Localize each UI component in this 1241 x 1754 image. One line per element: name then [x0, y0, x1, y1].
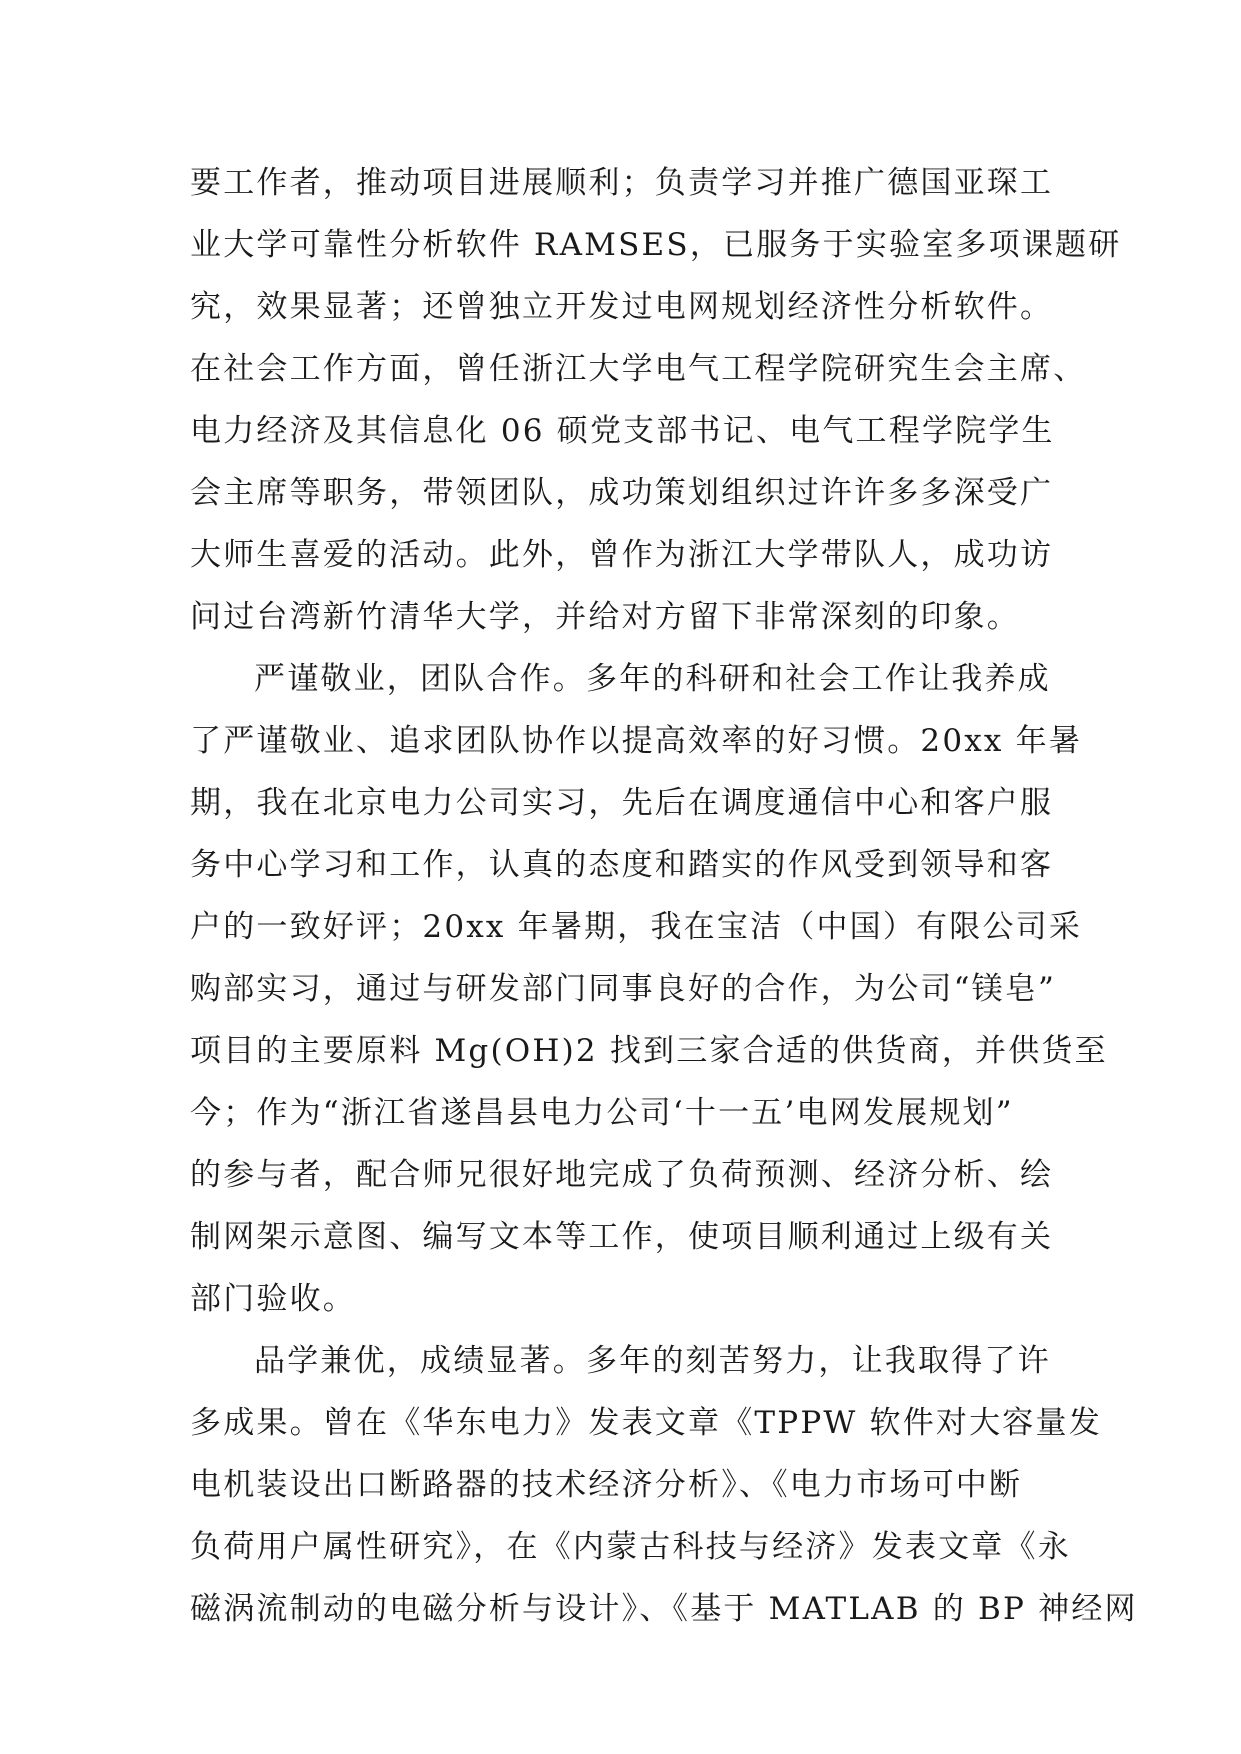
paragraph-3 [190, 1330, 1138, 1640]
text-line: 多成果。曾在《华东电力》发表文章《TPPW 软件对大容量发 [190, 1405, 1102, 1441]
text-line: 问过台湾新竹清华大学，并给对方留下非常深刻的印象。 [190, 599, 1020, 635]
text-line: 电力经济及其信息化 06 硕党支部书记、电气工程学院学生 [190, 413, 1055, 449]
text-line: 在社会工作方面，曾任浙江大学电气工程学院研究生会主席、 [190, 351, 1087, 387]
text-line: 究，效果显著；还曾独立开发过电网规划经济性分析软件。 [190, 289, 1054, 325]
text-line: 严谨敬业，团队合作。多年的科研和社会工作让我养成 [254, 661, 1051, 697]
paragraph-2 [190, 648, 1108, 1330]
text-line: 品学兼优，成绩显著。多年的刻苦努力，让我取得了许 [254, 1343, 1051, 1379]
text-line: 购部实习，通过与研发部门同事良好的合作，为公司“镁皂” [190, 971, 1057, 1007]
text-line: 业大学可靠性分析软件 RAMSES，已服务于实验室多项课题研 [190, 227, 1122, 263]
text-line: 部门验收。 [190, 1281, 356, 1317]
text-line: 制网架示意图、编写文本等工作，使项目顺利通过上级有关 [190, 1219, 1054, 1255]
text-line: 大师生喜爱的活动。此外，曾作为浙江大学带队人，成功访 [190, 537, 1054, 573]
text-line: 项目的主要原料 Mg(OH)2 找到三家合适的供货商，并供货至 [190, 1033, 1108, 1069]
text-line: 今；作为“浙江省遂昌县电力公司‘十一五’电网发展规划” [190, 1095, 1014, 1131]
text-line: 电机装设出口断路器的技术经济分析》、《电力市场可中断 [190, 1467, 1023, 1503]
document-body [190, 152, 1138, 1640]
paragraph-1 [190, 152, 1122, 648]
text-line: 会主席等职务，带领团队，成功策划组织过许许多多深受广 [190, 475, 1054, 511]
text-line: 务中心学习和工作，认真的态度和踏实的作风受到领导和客 [190, 847, 1054, 883]
text-line: 的参与者，配合师兄很好地完成了负荷预测、经济分析、绘 [190, 1157, 1054, 1193]
text-line: 期，我在北京电力公司实习，先后在调度通信中心和客户服 [190, 785, 1054, 821]
text-line: 了严谨敬业、追求团队协作以提高效率的好习惯。20xx 年暑 [190, 723, 1083, 759]
text-line: 户的一致好评；20xx 年暑期，我在宝洁（中国）有限公司采 [190, 909, 1083, 945]
text-line: 磁涡流制动的电磁分析与设计》、《基于 MATLAB 的 BP 神经网 [190, 1591, 1138, 1627]
text-line: 负荷用户属性研究》，在《内蒙古科技与经济》发表文章《永 [190, 1529, 1071, 1565]
text-line: 要工作者，推动项目进展顺利；负责学习并推广德国亚琛工 [190, 165, 1054, 201]
